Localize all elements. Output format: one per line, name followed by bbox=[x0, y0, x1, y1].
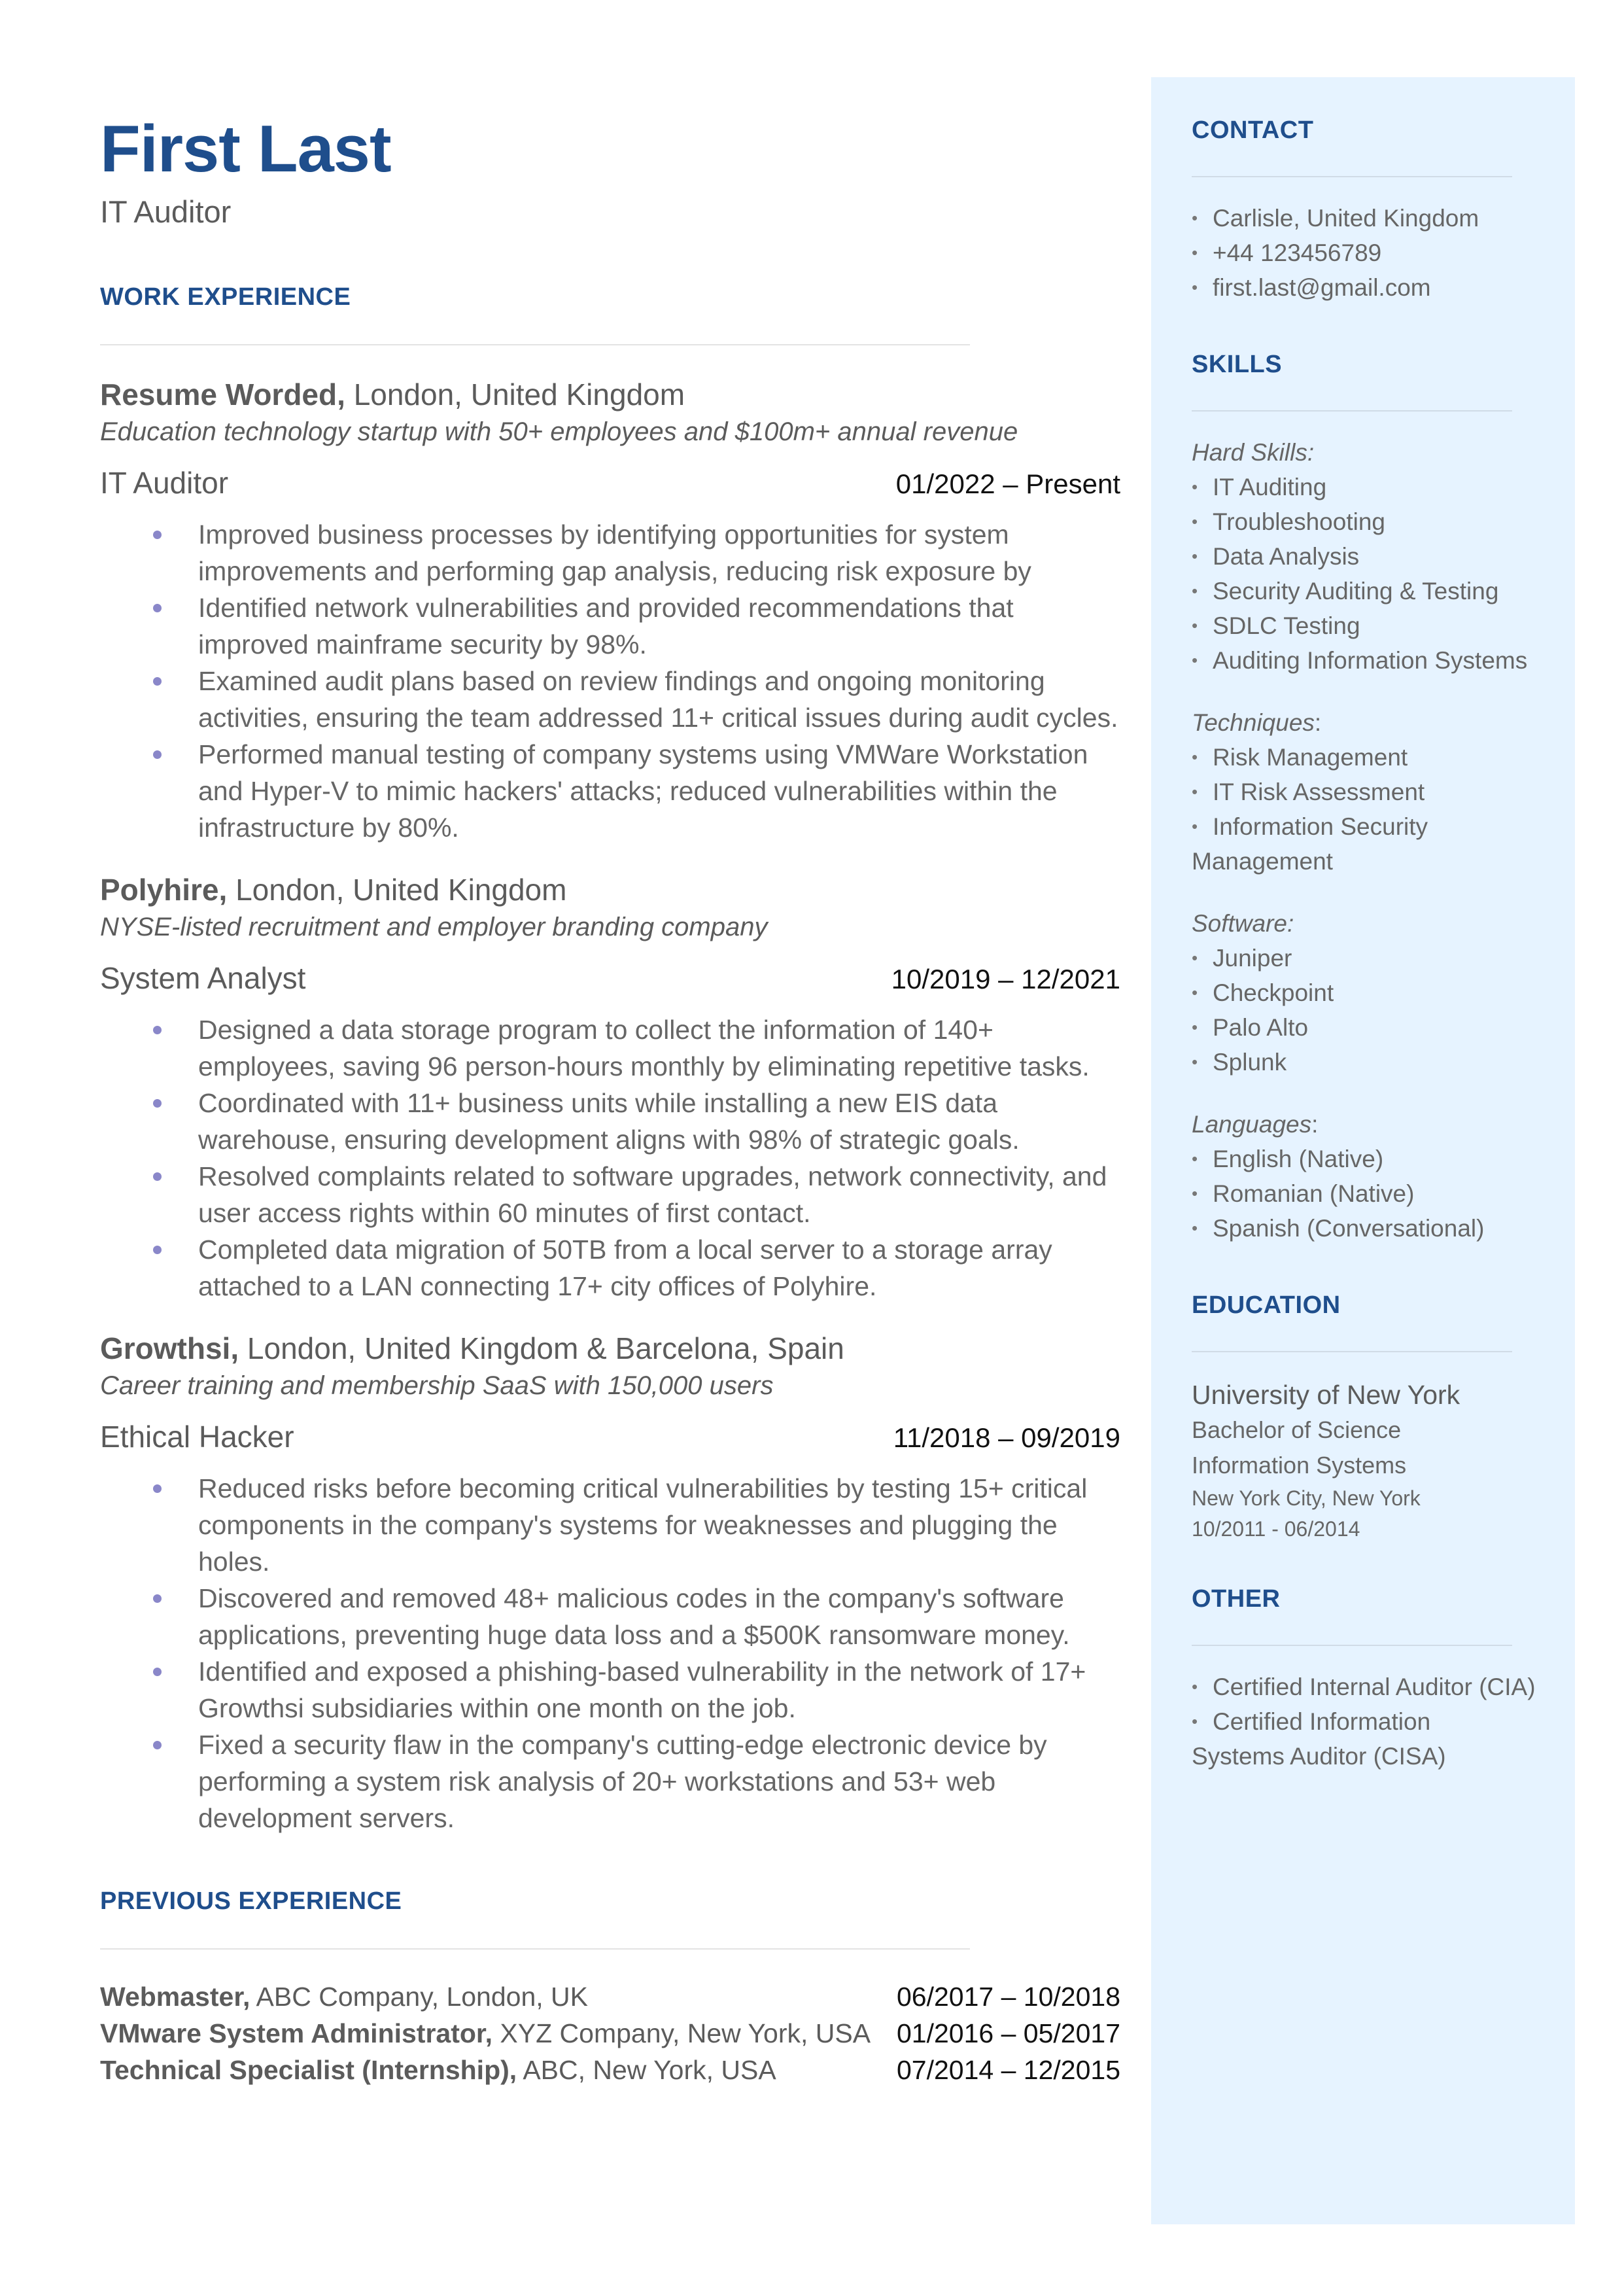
bullet-item: Completed data migration of 50TB from a local server to a storage array attached to a LAN connecting 17+ city offices of Polyhire. bbox=[100, 1231, 1120, 1305]
role-title: IT Auditor bbox=[100, 466, 229, 500]
company-location: London, United Kingdom & Barcelona, Spain bbox=[247, 1331, 844, 1366]
section-divider bbox=[100, 344, 970, 345]
previous-org: ABC, New York, USA bbox=[523, 2055, 776, 2086]
contact-email[interactable]: • first.last@gmail.com bbox=[1192, 270, 1558, 305]
previous-experience-heading: PREVIOUS EXPERIENCE bbox=[100, 1887, 402, 1916]
previous-experience-item bbox=[100, 2052, 1120, 2088]
contact-heading: CONTACT bbox=[1192, 116, 1314, 144]
previous-org: XYZ Company, New York, USA bbox=[500, 2018, 871, 2049]
skill-item: • IT Risk Assessment bbox=[1192, 775, 1558, 809]
certification-item: • Certified Internal Auditor (CIA) bbox=[1192, 1670, 1558, 1704]
software-label: Software: bbox=[1192, 910, 1294, 937]
role-row bbox=[100, 1419, 1120, 1454]
skill-item: • Auditing Information Systems bbox=[1192, 643, 1558, 678]
previous-role: Technical Specialist (Internship), bbox=[100, 2055, 517, 2086]
section-divider bbox=[1192, 1645, 1512, 1646]
language-item: • English (Native) bbox=[1192, 1142, 1558, 1176]
role-row bbox=[100, 960, 1120, 996]
hard-skills-label: Hard Skills: bbox=[1192, 439, 1315, 466]
company-name: Growthsi, bbox=[100, 1331, 239, 1366]
section-divider bbox=[1192, 1351, 1512, 1352]
previous-org: ABC Company, London, UK bbox=[256, 1982, 589, 2012]
education-field: Information Systems bbox=[1192, 1452, 1407, 1479]
sidebar-content bbox=[1192, 116, 1558, 1774]
job-entry bbox=[100, 872, 1120, 1305]
certification-item: • Certified Information bbox=[1192, 1704, 1558, 1739]
job-entry bbox=[100, 377, 1120, 846]
company-line bbox=[100, 1331, 1120, 1366]
education-school: University of New York bbox=[1192, 1380, 1460, 1410]
languages-list bbox=[1192, 1142, 1558, 1246]
role-dates: 10/2019 – 12/2021 bbox=[891, 964, 1120, 995]
role-title: Ethical Hacker bbox=[100, 1420, 294, 1454]
bullet-item: Performed manual testing of company systems using VMWare Workstation and Hyper-V to mimic hackers' attacks; reduced vulnerabilities within the infrastructure by 80%. bbox=[100, 736, 1120, 846]
techniques-label-text: Techniques bbox=[1192, 709, 1315, 736]
language-item: • Romanian (Native) bbox=[1192, 1176, 1558, 1211]
skill-item: • SDLC Testing bbox=[1192, 608, 1558, 643]
section-divider bbox=[100, 1948, 970, 1950]
sidebar bbox=[1151, 77, 1575, 2224]
skills-heading: SKILLS bbox=[1192, 351, 1283, 378]
role-dates: 01/2022 – Present bbox=[895, 468, 1120, 500]
bullet-item: Identified network vulnerabilities and provided recommendations that improved mainframe security by 98%. bbox=[100, 589, 1120, 663]
work-experience-heading: WORK EXPERIENCE bbox=[100, 283, 351, 311]
role-dates: 11/2018 – 09/2019 bbox=[893, 1422, 1120, 1454]
previous-role: Webmaster, bbox=[100, 1982, 251, 2012]
techniques-label: Techniques: bbox=[1192, 709, 1322, 736]
education-heading: EDUCATION bbox=[1192, 1291, 1341, 1319]
contact-location: • Carlisle, United Kingdom bbox=[1192, 201, 1558, 236]
previous-dates: 06/2017 – 10/2018 bbox=[897, 1982, 1120, 2012]
previous-experience-list bbox=[100, 1978, 1120, 2088]
previous-experience-item bbox=[100, 2015, 1120, 2052]
software-list bbox=[1192, 941, 1558, 1079]
previous-experience-item bbox=[100, 1978, 1120, 2015]
bullet-item: Fixed a security flaw in the company's cutting-edge electronic device by performing a system risk analysis of 20+ workstations and 53+ web development servers. bbox=[100, 1726, 1120, 1836]
company-line bbox=[100, 377, 1120, 412]
skill-item-continuation: Management bbox=[1192, 848, 1333, 875]
role-row bbox=[100, 465, 1120, 500]
bullet-item: Identified and exposed a phishing-based vulnerability in the network of 17+ Growthsi subsidiaries within one month on the job. bbox=[100, 1653, 1120, 1726]
skill-item: • Risk Management bbox=[1192, 740, 1558, 775]
skill-item: • Information Security bbox=[1192, 809, 1558, 844]
contact-list bbox=[1192, 201, 1558, 305]
contact-phone: • +44 123456789 bbox=[1192, 236, 1558, 270]
bullet-list bbox=[100, 516, 1120, 846]
previous-dates: 01/2016 – 05/2017 bbox=[897, 2018, 1120, 2049]
skill-item: • Palo Alto bbox=[1192, 1010, 1558, 1045]
job-entry bbox=[100, 1331, 1120, 1836]
language-item: • Spanish (Conversational) bbox=[1192, 1211, 1558, 1246]
skill-item: • Splunk bbox=[1192, 1045, 1558, 1079]
skill-item: • Checkpoint bbox=[1192, 975, 1558, 1010]
education-location: New York City, New York bbox=[1192, 1486, 1421, 1510]
company-line bbox=[100, 872, 1120, 907]
bullet-item: Designed a data storage program to collect the information of 140+ employees, saving 96 person-hours monthly by eliminating repetitive tasks. bbox=[100, 1011, 1120, 1085]
previous-role: VMware System Administrator, bbox=[100, 2018, 493, 2049]
other-list bbox=[1192, 1670, 1558, 1774]
skill-item: • Troubleshooting bbox=[1192, 504, 1558, 539]
hard-skills-list bbox=[1192, 470, 1558, 678]
certification-continuation: Systems Auditor (CISA) bbox=[1192, 1743, 1446, 1770]
skill-item: • Juniper bbox=[1192, 941, 1558, 975]
skill-item: • Data Analysis bbox=[1192, 539, 1558, 574]
role-title: System Analyst bbox=[100, 961, 306, 996]
section-divider bbox=[1192, 410, 1512, 412]
languages-label-text: Languages bbox=[1192, 1111, 1312, 1138]
previous-dates: 07/2014 – 12/2015 bbox=[897, 2055, 1120, 2086]
main-column bbox=[100, 111, 1120, 2088]
company-description: Career training and membership SaaS with 150,000 users bbox=[100, 1371, 774, 1401]
techniques-list bbox=[1192, 740, 1558, 879]
bullet-item: Discovered and removed 48+ malicious codes in the company's software applications, preventing huge data loss and a $500K ransomware money. bbox=[100, 1580, 1120, 1653]
languages-label: Languages: bbox=[1192, 1111, 1319, 1138]
skill-item: • Security Auditing & Testing bbox=[1192, 574, 1558, 608]
bullet-list bbox=[100, 1011, 1120, 1305]
company-location: London, United Kingdom bbox=[235, 873, 567, 907]
skill-item: • IT Auditing bbox=[1192, 470, 1558, 504]
bullet-item: Coordinated with 11+ business units while installing a new EIS data warehouse, ensuring development aligns with 98% of strategic goals. bbox=[100, 1085, 1120, 1158]
bullet-item: Improved business processes by identifying opportunities for system improvements and performing gap analysis, reducing risk exposure by bbox=[100, 516, 1120, 589]
bullet-list bbox=[100, 1470, 1120, 1836]
education-degree: Bachelor of Science bbox=[1192, 1416, 1402, 1443]
candidate-title: IT Auditor bbox=[100, 194, 232, 230]
company-description: NYSE-listed recruitment and employer branding company bbox=[100, 913, 768, 942]
candidate-name: First Last bbox=[100, 113, 391, 186]
company-description: Education technology startup with 50+ employees and $100m+ annual revenue bbox=[100, 417, 1018, 447]
section-divider bbox=[1192, 176, 1512, 177]
other-heading: OTHER bbox=[1192, 1585, 1281, 1613]
company-name: Polyhire, bbox=[100, 873, 228, 907]
company-location: London, United Kingdom bbox=[353, 377, 685, 412]
company-name: Resume Worded, bbox=[100, 377, 345, 412]
education-dates: 10/2011 - 06/2014 bbox=[1192, 1517, 1360, 1541]
bullet-item: Reduced risks before becoming critical vulnerabilities by testing 15+ critical components in the company's systems for weaknesses and plugging the holes. bbox=[100, 1470, 1120, 1580]
bullet-item: Examined audit plans based on review findings and ongoing monitoring activities, ensuring the team addressed 11+ critical issues during audit cycles. bbox=[100, 663, 1120, 736]
bullet-item: Resolved complaints related to software upgrades, network connectivity, and user access rights within 60 minutes of first contact. bbox=[100, 1158, 1120, 1231]
